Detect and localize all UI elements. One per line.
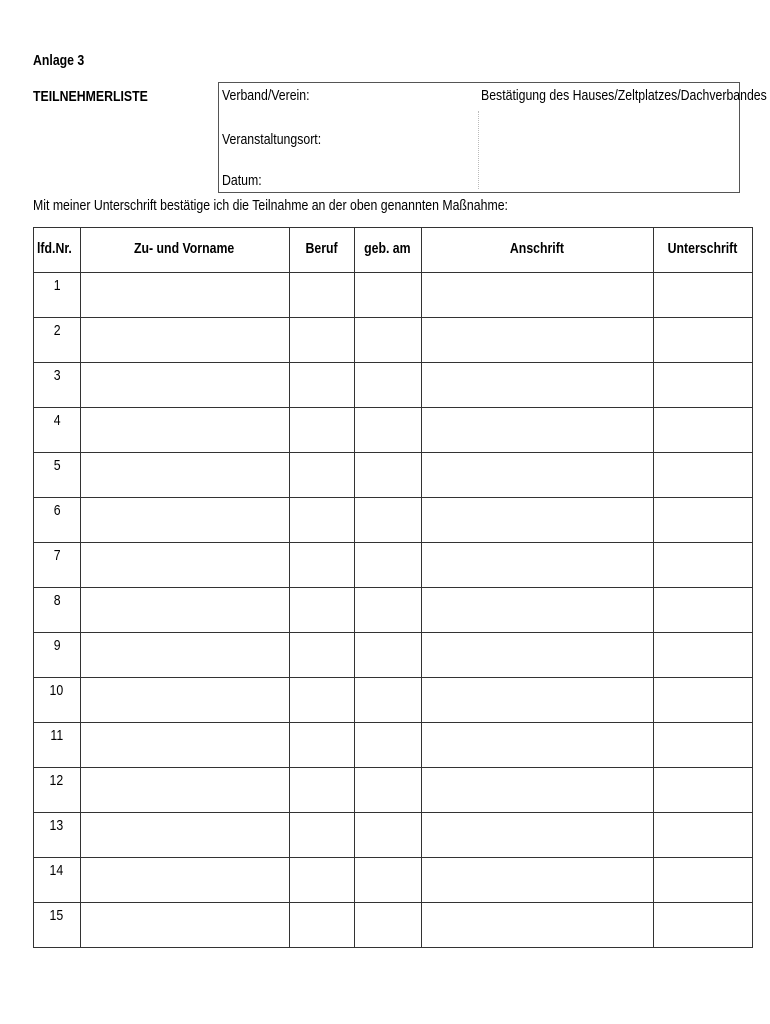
row-number: 5: [34, 453, 81, 498]
row-number: 4: [34, 408, 81, 453]
signature-cell[interactable]: [653, 273, 752, 318]
birthdate-cell[interactable]: [354, 273, 421, 318]
verband-label: Verband/Verein:: [222, 87, 310, 104]
name-cell[interactable]: [80, 678, 289, 723]
birthdate-cell[interactable]: [354, 723, 421, 768]
birthdate-cell[interactable]: [354, 813, 421, 858]
profession-cell[interactable]: [289, 588, 354, 633]
row-number: 1: [34, 273, 81, 318]
table-row: [34, 408, 753, 453]
profession-cell[interactable]: [289, 408, 354, 453]
name-cell[interactable]: [80, 588, 289, 633]
birthdate-cell[interactable]: [354, 768, 421, 813]
table-row: [34, 633, 753, 678]
birthdate-cell[interactable]: [354, 858, 421, 903]
table-row: [34, 678, 753, 723]
profession-cell[interactable]: [289, 453, 354, 498]
table-row: [34, 498, 753, 543]
table-header-row: [34, 228, 753, 273]
signature-cell[interactable]: [653, 903, 752, 948]
row-number: 13: [34, 813, 81, 858]
location-label: Veranstaltungsort:: [222, 131, 322, 148]
birthdate-cell[interactable]: [354, 543, 421, 588]
profession-cell[interactable]: [289, 273, 354, 318]
birthdate-cell[interactable]: [354, 363, 421, 408]
row-number: 12: [34, 768, 81, 813]
col-header-profession: Beruf: [289, 228, 354, 273]
row-number: 15: [34, 903, 81, 948]
table-row: [34, 768, 753, 813]
signature-cell[interactable]: [653, 453, 752, 498]
address-cell[interactable]: [421, 723, 653, 768]
date-label: Datum:: [222, 172, 262, 189]
signature-cell[interactable]: [653, 498, 752, 543]
row-number: 3: [34, 363, 81, 408]
name-cell[interactable]: [80, 543, 289, 588]
name-cell[interactable]: [80, 498, 289, 543]
profession-cell[interactable]: [289, 858, 354, 903]
row-number: 9: [34, 633, 81, 678]
signature-statement: Mit meiner Unterschrift bestätige ich die Teilnahme an der oben genannten Maßnahme:: [33, 197, 508, 214]
name-cell[interactable]: [80, 813, 289, 858]
annex-label: Anlage 3: [33, 52, 85, 69]
col-header-number: lfd.Nr.: [34, 228, 81, 273]
table-row: [34, 543, 753, 588]
address-cell[interactable]: [421, 678, 653, 723]
address-cell[interactable]: [421, 318, 653, 363]
table-row: [34, 453, 753, 498]
col-header-address: Anschrift: [421, 228, 653, 273]
table-row: [34, 723, 753, 768]
name-cell[interactable]: [80, 858, 289, 903]
signature-cell[interactable]: [653, 678, 752, 723]
profession-cell[interactable]: [289, 813, 354, 858]
row-number: 10: [34, 678, 81, 723]
address-cell[interactable]: [421, 543, 653, 588]
birthdate-cell[interactable]: [354, 588, 421, 633]
address-cell[interactable]: [421, 903, 653, 948]
name-cell[interactable]: [80, 903, 289, 948]
row-number: 6: [34, 498, 81, 543]
birthdate-cell[interactable]: [354, 903, 421, 948]
col-header-name: Zu- und Vorname: [80, 228, 289, 273]
document-title: TEILNEHMERLISTE: [33, 88, 148, 105]
profession-cell[interactable]: [289, 363, 354, 408]
address-cell[interactable]: [421, 633, 653, 678]
col-header-birthdate: geb. am: [354, 228, 421, 273]
address-cell[interactable]: [421, 453, 653, 498]
profession-cell[interactable]: [289, 903, 354, 948]
birthdate-cell[interactable]: [354, 318, 421, 363]
table-row: [34, 588, 753, 633]
address-cell[interactable]: [421, 768, 653, 813]
profession-cell[interactable]: [289, 633, 354, 678]
row-number: 7: [34, 543, 81, 588]
signature-cell[interactable]: [653, 588, 752, 633]
address-cell[interactable]: [421, 408, 653, 453]
address-cell[interactable]: [421, 813, 653, 858]
profession-cell[interactable]: [289, 318, 354, 363]
row-number: 2: [34, 318, 81, 363]
signature-cell[interactable]: [653, 768, 752, 813]
birthdate-cell[interactable]: [354, 678, 421, 723]
table-row: [34, 318, 753, 363]
event-info-box: [218, 82, 767, 193]
row-number: 8: [34, 588, 81, 633]
name-cell[interactable]: [80, 318, 289, 363]
box-separator: [478, 111, 479, 189]
profession-cell[interactable]: [289, 768, 354, 813]
table-row: [34, 813, 753, 858]
birthdate-cell[interactable]: [354, 498, 421, 543]
signature-cell[interactable]: [653, 633, 752, 678]
table-row: [34, 858, 753, 903]
birthdate-cell[interactable]: [354, 453, 421, 498]
table-row: [34, 363, 753, 408]
signature-cell[interactable]: [653, 408, 752, 453]
signature-cell[interactable]: [653, 813, 752, 858]
address-cell[interactable]: [421, 588, 653, 633]
name-cell[interactable]: [80, 768, 289, 813]
birthdate-cell[interactable]: [354, 633, 421, 678]
row-number: 11: [34, 723, 81, 768]
name-cell[interactable]: [80, 723, 289, 768]
col-header-signature: Unterschrift: [653, 228, 752, 273]
address-cell[interactable]: [421, 273, 653, 318]
signature-cell[interactable]: [653, 363, 752, 408]
signature-cell[interactable]: [653, 723, 752, 768]
birthdate-cell[interactable]: [354, 408, 421, 453]
name-cell[interactable]: [80, 273, 289, 318]
signature-cell[interactable]: [653, 858, 752, 903]
profession-cell[interactable]: [289, 498, 354, 543]
confirmation-label: Bestätigung des Hauses/Zeltplatzes/Dachverbandes: [481, 87, 767, 104]
table-row: [34, 273, 753, 318]
profession-cell[interactable]: [289, 543, 354, 588]
address-cell[interactable]: [421, 858, 653, 903]
signature-cell[interactable]: [653, 318, 752, 363]
profession-cell[interactable]: [289, 678, 354, 723]
profession-cell[interactable]: [289, 723, 354, 768]
name-cell[interactable]: [80, 453, 289, 498]
name-cell[interactable]: [80, 633, 289, 678]
participant-table: [33, 227, 753, 948]
name-cell[interactable]: [80, 408, 289, 453]
address-cell[interactable]: [421, 498, 653, 543]
table-row: [34, 903, 753, 948]
row-number: 14: [34, 858, 81, 903]
address-cell[interactable]: [421, 363, 653, 408]
name-cell[interactable]: [80, 363, 289, 408]
signature-cell[interactable]: [653, 543, 752, 588]
